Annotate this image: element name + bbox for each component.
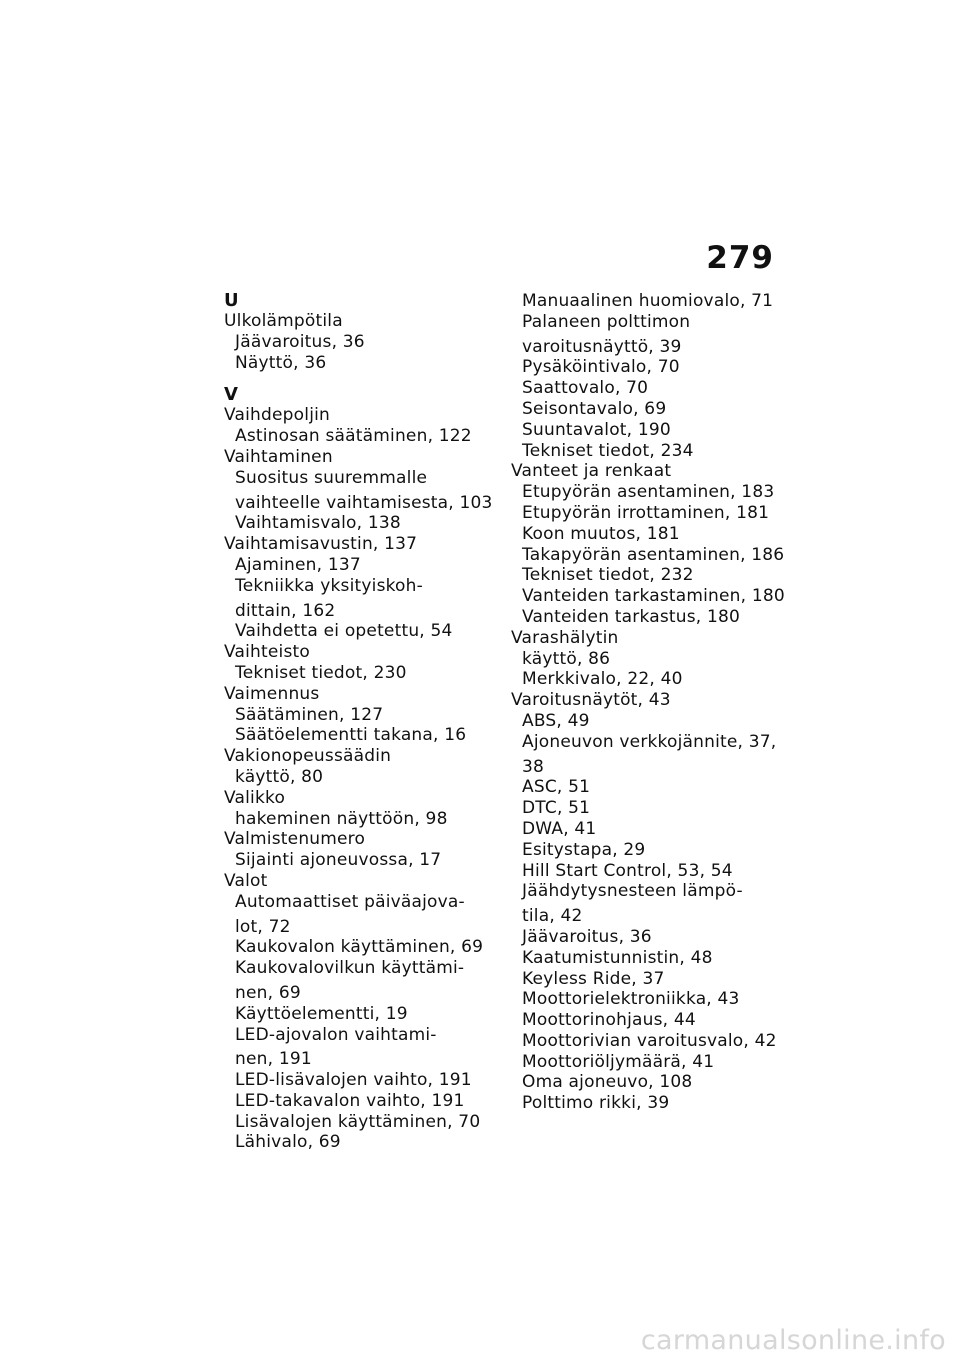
index-subentry: Käyttöelementti, 19 [235, 1003, 408, 1024]
index-subentry: dittain, 162 [235, 600, 336, 621]
index-subentry: Ajoneuvon verkkojännite, 37, [522, 731, 777, 752]
index-subentry: LED-ajovalon vaihtami- [235, 1024, 437, 1045]
index-subentry: Etupyörän asentaminen, 183 [522, 482, 775, 503]
index-column-right [511, 291, 791, 1114]
index-subentry: Tekniikka yksityiskoh- [235, 575, 423, 596]
index-term: Valikko [224, 787, 286, 808]
index-term: Vakionopeussäädin [224, 746, 392, 767]
index-subentry: Lisävalojen käyttäminen, 70 [235, 1111, 481, 1132]
index-subentry: Vanteiden tarkastaminen, 180 [522, 586, 785, 607]
index-subentry: Moottorivian varoitusvalo, 42 [522, 1030, 777, 1051]
index-subentry: Lähivalo, 69 [235, 1132, 341, 1153]
watermark: carmanualsonline.info [640, 1325, 946, 1356]
index-subentry: 38 [522, 756, 545, 777]
index-subentry: Kaukovalovilkun käyttämi- [235, 958, 465, 979]
index-subentry: Jäävaroitus, 36 [522, 926, 652, 947]
index-subentry: Merkkivalo, 22, 40 [522, 669, 683, 690]
index-subentry: Säätäminen, 127 [235, 704, 384, 725]
index-subentry: Palaneen polttimon [522, 311, 691, 332]
index-term: Valot [224, 870, 268, 891]
index-subentry: Tekniset tiedot, 234 [522, 440, 694, 461]
index-section-letter: U [224, 290, 239, 311]
index-subentry: Keyless Ride, 37 [522, 968, 665, 989]
index-subentry: tila, 42 [522, 906, 583, 927]
index-subentry: käyttö, 86 [522, 648, 611, 669]
index-term: Vaihtaminen [224, 446, 333, 467]
index-subentry: Automaattiset päiväajova- [235, 891, 465, 912]
index-subentry: Esitystapa, 29 [522, 839, 646, 860]
index-subentry: Vanteiden tarkastus, 180 [522, 606, 741, 627]
index-subentry: Etupyörän irrottaminen, 181 [522, 502, 770, 523]
index-term: Vaihdepoljin [224, 405, 331, 426]
index-subentry: Kaukovalon käyttäminen, 69 [235, 937, 484, 958]
index-subentry: Säätöelementti takana, 16 [235, 725, 467, 746]
index-subentry: Takapyörän asentaminen, 186 [522, 544, 785, 565]
index-subentry: Moottorinohjaus, 44 [522, 1010, 696, 1031]
index-subentry: Polttimo rikki, 39 [522, 1093, 670, 1114]
index-subentry: Jäähdytysnesteen lämpö- [522, 881, 743, 902]
page-number: 279 [706, 240, 774, 276]
index-section-letter: V [224, 384, 239, 406]
index-subentry: varoitusnäyttö, 39 [522, 336, 682, 357]
index-term: Varashälytin [511, 627, 619, 648]
index-subentry: ABS, 49 [522, 710, 590, 731]
index-subentry: LED-takavalon vaihto, 191 [235, 1090, 465, 1111]
index-subentry: Hill Start Control, 53, 54 [522, 860, 733, 881]
index-subentry: käyttö, 80 [235, 766, 324, 787]
index-subentry: DWA, 41 [522, 818, 597, 839]
index-subentry: Ajaminen, 137 [235, 554, 361, 575]
index-subentry: Koon muutos, 181 [522, 523, 680, 544]
index-subentry: ASC, 51 [522, 777, 591, 798]
index-subentry: hakeminen näyttöön, 98 [235, 808, 448, 829]
index-subentry: Kaatumistunnistin, 48 [522, 947, 713, 968]
index-subentry: Oma ajoneuvo, 108 [522, 1072, 693, 1093]
index-term: Ulkolämpötila [224, 311, 343, 331]
index-term: Vaimennus [224, 683, 320, 704]
index-subentry: Näyttö, 36 [235, 352, 327, 373]
index-subentry: nen, 69 [235, 982, 301, 1003]
index-subentry: Vaihdetta ei opetettu, 54 [235, 621, 453, 642]
index-subentry: Vaihtamisvalo, 138 [235, 513, 401, 534]
index-subentry: Suuntavalot, 190 [522, 419, 671, 440]
index-term: Vaihteisto [224, 642, 310, 663]
index-subentry: Suositus suuremmalle [235, 467, 428, 488]
index-subentry: Moottorielektroniikka, 43 [522, 989, 740, 1010]
index-subentry: Tekniset tiedot, 230 [235, 662, 407, 683]
index-subentry: vaihteelle vaihtamisesta, 103 [235, 492, 493, 513]
index-column-left [224, 291, 504, 1153]
index-subentry: Jäävaroitus, 36 [235, 331, 365, 352]
index-subentry: Manuaalinen huomiovalo, 71 [522, 291, 774, 311]
index-term: Varoitusnäytöt, 43 [511, 690, 671, 711]
index-subentry: Astinosan säätäminen, 122 [235, 426, 472, 447]
index-subentry: Seisontavalo, 69 [522, 398, 667, 419]
index-subentry: LED-lisävalojen vaihto, 191 [235, 1070, 472, 1091]
index-subentry: DTC, 51 [522, 798, 591, 819]
index-subentry: nen, 191 [235, 1049, 312, 1070]
index-subentry: Pysäköintivalo, 70 [522, 357, 680, 378]
index-term: Vaihtamisavustin, 137 [224, 534, 418, 555]
index-subentry: Sijainti ajoneuvossa, 17 [235, 850, 442, 871]
index-term: Valmistenumero [224, 829, 366, 850]
index-subentry: Moottoriöljymäärä, 41 [522, 1051, 715, 1072]
index-subentry: Saattovalo, 70 [522, 378, 649, 399]
index-subentry: Tekniset tiedot, 232 [522, 565, 694, 586]
index-subentry: lot, 72 [235, 916, 291, 937]
index-term: Vanteet ja renkaat [511, 461, 672, 482]
